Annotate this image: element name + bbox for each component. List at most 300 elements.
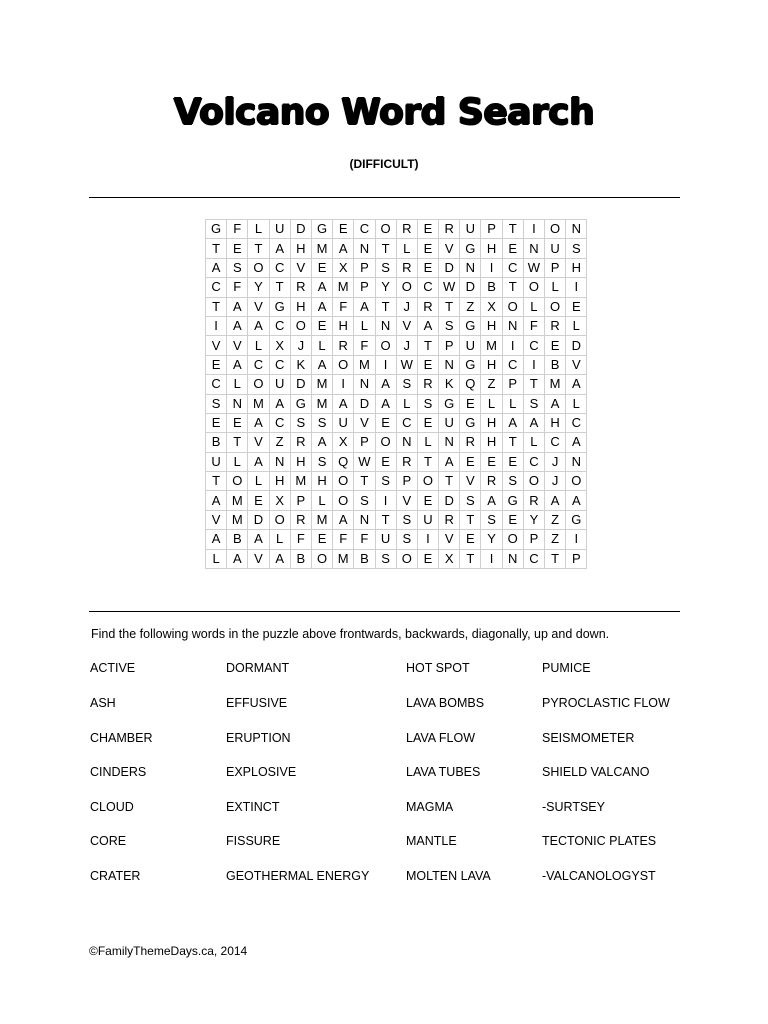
grid-cell: H [311, 472, 332, 491]
grid-cell: A [566, 433, 587, 452]
grid-cell: W [354, 452, 375, 471]
grid-cell: R [396, 452, 417, 471]
grid-cell: U [375, 530, 396, 549]
grid-cell: I [417, 530, 438, 549]
grid-cell: L [269, 530, 290, 549]
grid-cell: L [523, 433, 544, 452]
grid-cell: R [439, 510, 460, 529]
grid-cell: V [248, 433, 269, 452]
grid-cell: O [227, 472, 248, 491]
grid-cell: U [269, 220, 290, 239]
grid-cell: F [523, 316, 544, 335]
grid-cell: R [439, 220, 460, 239]
grid-cell: I [523, 355, 544, 374]
grid-cell: R [460, 433, 481, 452]
grid-cell: B [227, 530, 248, 549]
grid-cell: T [502, 220, 523, 239]
grid-cell: G [502, 491, 523, 510]
grid-cell: O [269, 510, 290, 529]
grid-cell: O [545, 297, 566, 316]
grid-cell: A [545, 491, 566, 510]
grid-cell: H [481, 413, 502, 432]
grid-cell: E [206, 413, 227, 432]
grid-cell: A [269, 239, 290, 258]
grid-cell: G [311, 220, 332, 239]
grid-cell: G [566, 510, 587, 529]
grid-row [206, 491, 587, 510]
grid-cell: B [354, 549, 375, 568]
grid-cell: P [354, 433, 375, 452]
grid-cell: C [269, 413, 290, 432]
grid-cell: A [333, 394, 354, 413]
grid-cell: Z [545, 530, 566, 549]
grid-cell: L [311, 491, 332, 510]
word-list-item: CRATER [90, 869, 141, 883]
grid-cell: K [439, 375, 460, 394]
grid-cell: F [333, 530, 354, 549]
grid-cell: V [566, 355, 587, 374]
grid-cell: B [545, 355, 566, 374]
word-list-item: MOLTEN LAVA [406, 869, 491, 883]
grid-cell: P [523, 530, 544, 549]
grid-cell: H [481, 355, 502, 374]
grid-cell: B [290, 549, 311, 568]
grid-cell: P [502, 375, 523, 394]
grid-cell: N [354, 239, 375, 258]
grid-cell: C [566, 413, 587, 432]
grid-cell: O [396, 549, 417, 568]
grid-cell: T [375, 510, 396, 529]
grid-cell: O [566, 472, 587, 491]
grid-cell: R [523, 491, 544, 510]
grid-cell: A [566, 491, 587, 510]
word-list-item: LAVA TUBES [406, 765, 481, 779]
grid-cell: D [354, 394, 375, 413]
grid-cell: I [481, 258, 502, 277]
grid-cell: U [417, 510, 438, 529]
grid-cell: I [375, 491, 396, 510]
grid-cell: J [396, 297, 417, 316]
grid-cell: E [417, 549, 438, 568]
grid-cell: V [354, 413, 375, 432]
grid-cell: S [460, 491, 481, 510]
grid-cell: A [227, 316, 248, 335]
grid-cell: C [502, 355, 523, 374]
grid-cell: L [566, 316, 587, 335]
grid-cell: A [523, 413, 544, 432]
grid-cell: I [566, 278, 587, 297]
grid-cell: N [460, 258, 481, 277]
grid-cell: A [333, 510, 354, 529]
grid-cell: M [311, 394, 332, 413]
grid-cell: H [290, 452, 311, 471]
grid-cell: S [290, 413, 311, 432]
grid-cell: A [481, 491, 502, 510]
grid-cell: L [417, 433, 438, 452]
grid-cell: C [417, 278, 438, 297]
grid-cell: T [206, 472, 227, 491]
grid-cell: T [375, 239, 396, 258]
grid-cell: H [333, 316, 354, 335]
grid-cell: O [396, 278, 417, 297]
grid-row [206, 394, 587, 413]
grid-cell: G [269, 297, 290, 316]
grid-cell: L [311, 336, 332, 355]
grid-cell: N [502, 549, 523, 568]
grid-cell: O [523, 278, 544, 297]
grid-cell: E [375, 452, 396, 471]
word-list-item: CORE [90, 834, 127, 848]
grid-cell: L [566, 394, 587, 413]
word-list-item: CLOUD [90, 800, 134, 814]
grid-cell: A [227, 297, 248, 316]
grid-cell: P [396, 472, 417, 491]
grid-cell: C [269, 316, 290, 335]
grid-cell: E [206, 355, 227, 374]
grid-cell: S [375, 258, 396, 277]
grid-cell: F [354, 530, 375, 549]
grid-cell: E [417, 413, 438, 432]
grid-cell: P [439, 336, 460, 355]
grid-cell: E [545, 336, 566, 355]
grid-row [206, 258, 587, 277]
grid-cell: N [354, 375, 375, 394]
grid-row [206, 472, 587, 491]
grid-cell: E [311, 530, 332, 549]
grid-cell: C [269, 355, 290, 374]
page-title: Volcano Word Search [173, 92, 595, 133]
grid-cell: G [439, 394, 460, 413]
grid-cell: O [417, 472, 438, 491]
grid-cell: O [248, 258, 269, 277]
grid-cell: B [481, 278, 502, 297]
grid-cell: Z [269, 433, 290, 452]
grid-cell: J [545, 472, 566, 491]
grid-cell: H [481, 239, 502, 258]
grid-cell: M [227, 510, 248, 529]
grid-cell: G [206, 220, 227, 239]
grid-cell: Z [460, 297, 481, 316]
grid-cell: D [290, 220, 311, 239]
grid-cell: T [354, 472, 375, 491]
grid-cell: M [333, 278, 354, 297]
grid-cell: V [227, 336, 248, 355]
grid-cell: E [417, 239, 438, 258]
grid-row [206, 239, 587, 258]
grid-cell: V [206, 510, 227, 529]
grid-cell: D [290, 375, 311, 394]
grid-cell: L [248, 220, 269, 239]
grid-cell: I [375, 355, 396, 374]
grid-cell: P [354, 258, 375, 277]
grid-cell: M [333, 549, 354, 568]
grid-cell: S [396, 530, 417, 549]
grid-row [206, 316, 587, 335]
grid-cell: H [545, 413, 566, 432]
grid-cell: V [439, 530, 460, 549]
grid-cell: S [396, 510, 417, 529]
word-list-item: EFFUSIVE [226, 696, 288, 710]
grid-cell: T [269, 278, 290, 297]
grid-cell: L [248, 336, 269, 355]
grid-cell: O [545, 220, 566, 239]
grid-cell: V [248, 549, 269, 568]
word-list-item: EXTINCT [226, 800, 280, 814]
grid-cell: A [354, 297, 375, 316]
grid-cell: A [248, 316, 269, 335]
grid-cell: W [523, 258, 544, 277]
grid-cell: E [417, 258, 438, 277]
word-list-item: CHAMBER [90, 731, 153, 745]
grid-cell: A [502, 413, 523, 432]
grid-cell: E [502, 239, 523, 258]
grid-cell: O [248, 375, 269, 394]
grid-cell: J [290, 336, 311, 355]
grid-cell: F [227, 220, 248, 239]
grid-cell: N [523, 239, 544, 258]
grid-cell: A [269, 549, 290, 568]
grid-cell: A [566, 375, 587, 394]
grid-cell: V [396, 316, 417, 335]
grid-row [206, 297, 587, 316]
grid-cell: R [290, 510, 311, 529]
grid-cell: M [311, 239, 332, 258]
grid-cell: N [375, 316, 396, 335]
grid-row [206, 355, 587, 374]
word-list-item: CINDERS [90, 765, 147, 779]
grid-row [206, 452, 587, 471]
grid-cell: N [502, 316, 523, 335]
grid-cell: V [439, 239, 460, 258]
word-search-grid [205, 219, 587, 569]
grid-row [206, 549, 587, 568]
grid-row [206, 530, 587, 549]
grid-cell: O [333, 491, 354, 510]
grid-cell: U [269, 375, 290, 394]
grid-cell: E [333, 220, 354, 239]
grid-cell: N [439, 355, 460, 374]
grid-cell: C [523, 336, 544, 355]
word-list-item: ACTIVE [90, 661, 136, 675]
grid-cell: E [460, 394, 481, 413]
grid-cell: O [290, 316, 311, 335]
grid-cell: L [206, 549, 227, 568]
grid-cell: S [481, 510, 502, 529]
grid-cell: J [396, 336, 417, 355]
grid-cell: F [227, 278, 248, 297]
grid-cell: D [566, 336, 587, 355]
grid-cell: L [502, 394, 523, 413]
word-list-item: LAVA BOMBS [406, 696, 485, 710]
grid-cell: V [206, 336, 227, 355]
grid-cell: D [460, 278, 481, 297]
grid-cell: T [545, 549, 566, 568]
grid-cell: R [545, 316, 566, 335]
grid-cell: K [290, 355, 311, 374]
grid-cell: Y [248, 278, 269, 297]
bottom-divider [89, 611, 680, 612]
grid-cell: X [269, 336, 290, 355]
word-list-item: PYROCLASTIC FLOW [542, 696, 670, 710]
grid-row [206, 220, 587, 239]
copyright-footer: ©FamilyThemeDays.ca, 2014 [89, 944, 248, 958]
grid-cell: C [206, 375, 227, 394]
grid-cell: C [354, 220, 375, 239]
grid-cell: N [269, 452, 290, 471]
grid-cell: E [227, 239, 248, 258]
grid-cell: G [460, 316, 481, 335]
grid-cell: O [502, 297, 523, 316]
top-divider [89, 197, 680, 198]
grid-cell: I [481, 549, 502, 568]
grid-cell: B [206, 433, 227, 452]
grid-cell: L [481, 394, 502, 413]
grid-cell: Y [375, 278, 396, 297]
grid-cell: Z [545, 510, 566, 529]
grid-cell: A [375, 375, 396, 394]
grid-cell: H [481, 433, 502, 452]
grid-cell: L [396, 239, 417, 258]
grid-cell: C [248, 355, 269, 374]
grid-cell: L [396, 394, 417, 413]
word-list-item: MANTLE [406, 834, 457, 848]
grid-cell: N [227, 394, 248, 413]
grid-cell: E [375, 413, 396, 432]
grid-cell: R [290, 433, 311, 452]
grid-cell: C [545, 433, 566, 452]
grid-cell: S [311, 413, 332, 432]
grid-cell: A [311, 433, 332, 452]
grid-cell: M [248, 394, 269, 413]
grid-cell: R [333, 336, 354, 355]
grid-cell: A [206, 258, 227, 277]
grid-cell: S [354, 491, 375, 510]
word-list-item: DORMANT [226, 661, 290, 675]
grid-cell: I [523, 220, 544, 239]
grid-cell: H [290, 297, 311, 316]
grid-cell: A [311, 297, 332, 316]
grid-cell: T [502, 278, 523, 297]
grid-cell: G [460, 239, 481, 258]
grid-cell: N [396, 433, 417, 452]
grid-cell: C [206, 278, 227, 297]
grid-cell: O [502, 530, 523, 549]
grid-cell: C [502, 258, 523, 277]
grid-cell: S [396, 375, 417, 394]
word-list-item: ERUPTION [226, 731, 291, 745]
grid-cell: P [290, 491, 311, 510]
grid-cell: R [417, 297, 438, 316]
word-list-item: ASH [90, 696, 116, 710]
grid-cell: L [545, 278, 566, 297]
grid-cell: I [333, 375, 354, 394]
grid-cell: E [311, 258, 332, 277]
grid-cell: T [439, 472, 460, 491]
word-list-item: EXPLOSIVE [226, 765, 297, 779]
grid-cell: R [481, 472, 502, 491]
grid-cell: P [481, 220, 502, 239]
word-list-item: LAVA FLOW [406, 731, 476, 745]
grid-cell: S [523, 394, 544, 413]
grid-cell: E [417, 355, 438, 374]
grid-cell: T [460, 549, 481, 568]
grid-cell: A [227, 549, 248, 568]
grid-cell: D [439, 258, 460, 277]
grid-cell: D [248, 510, 269, 529]
grid-cell: E [417, 491, 438, 510]
grid-cell: E [227, 413, 248, 432]
grid-cell: A [545, 394, 566, 413]
grid-cell: H [481, 316, 502, 335]
grid-cell: R [396, 220, 417, 239]
grid-cell: E [417, 220, 438, 239]
grid-cell: O [375, 220, 396, 239]
grid-cell: H [566, 258, 587, 277]
grid-cell: O [333, 472, 354, 491]
grid-cell: E [502, 452, 523, 471]
grid-cell: T [206, 239, 227, 258]
grid-cell: Q [333, 452, 354, 471]
grid-cell: S [206, 394, 227, 413]
word-list-item: -VALCANOLOGYST [542, 869, 656, 883]
grid-cell: C [523, 549, 544, 568]
word-list-item: FISSURE [226, 834, 281, 848]
grid-cell: A [206, 491, 227, 510]
grid-cell: P [566, 549, 587, 568]
grid-cell: N [566, 220, 587, 239]
grid-cell: S [439, 316, 460, 335]
grid-cell: T [417, 336, 438, 355]
grid-cell: Q [460, 375, 481, 394]
grid-cell: A [206, 530, 227, 549]
word-list-item: PUMICE [542, 661, 591, 675]
grid-cell: R [290, 278, 311, 297]
grid-cell: W [439, 278, 460, 297]
grid-cell: I [566, 530, 587, 549]
grid-cell: A [269, 394, 290, 413]
grid-row [206, 375, 587, 394]
grid-cell: F [333, 297, 354, 316]
word-list-item: SEISMOMETER [542, 731, 635, 745]
grid-cell: V [248, 297, 269, 316]
grid-cell: S [227, 258, 248, 277]
grid-cell: F [354, 336, 375, 355]
grid-row [206, 433, 587, 452]
grid-cell: E [502, 510, 523, 529]
grid-cell: C [269, 258, 290, 277]
grid-cell: M [481, 336, 502, 355]
grid-cell: R [417, 375, 438, 394]
grid-cell: A [333, 239, 354, 258]
grid-cell: S [311, 452, 332, 471]
grid-cell: U [439, 413, 460, 432]
grid-cell: L [227, 452, 248, 471]
grid-cell: A [248, 530, 269, 549]
grid-row [206, 278, 587, 297]
grid-cell: U [206, 452, 227, 471]
grid-cell: A [311, 355, 332, 374]
grid-cell: S [566, 239, 587, 258]
grid-cell: A [311, 278, 332, 297]
grid-cell: C [396, 413, 417, 432]
grid-row [206, 336, 587, 355]
grid-cell: U [333, 413, 354, 432]
difficulty-label: (DIFFICULT) [349, 157, 419, 171]
grid-cell: T [375, 297, 396, 316]
grid-cell: T [206, 297, 227, 316]
grid-cell: A [375, 394, 396, 413]
grid-cell: H [269, 472, 290, 491]
